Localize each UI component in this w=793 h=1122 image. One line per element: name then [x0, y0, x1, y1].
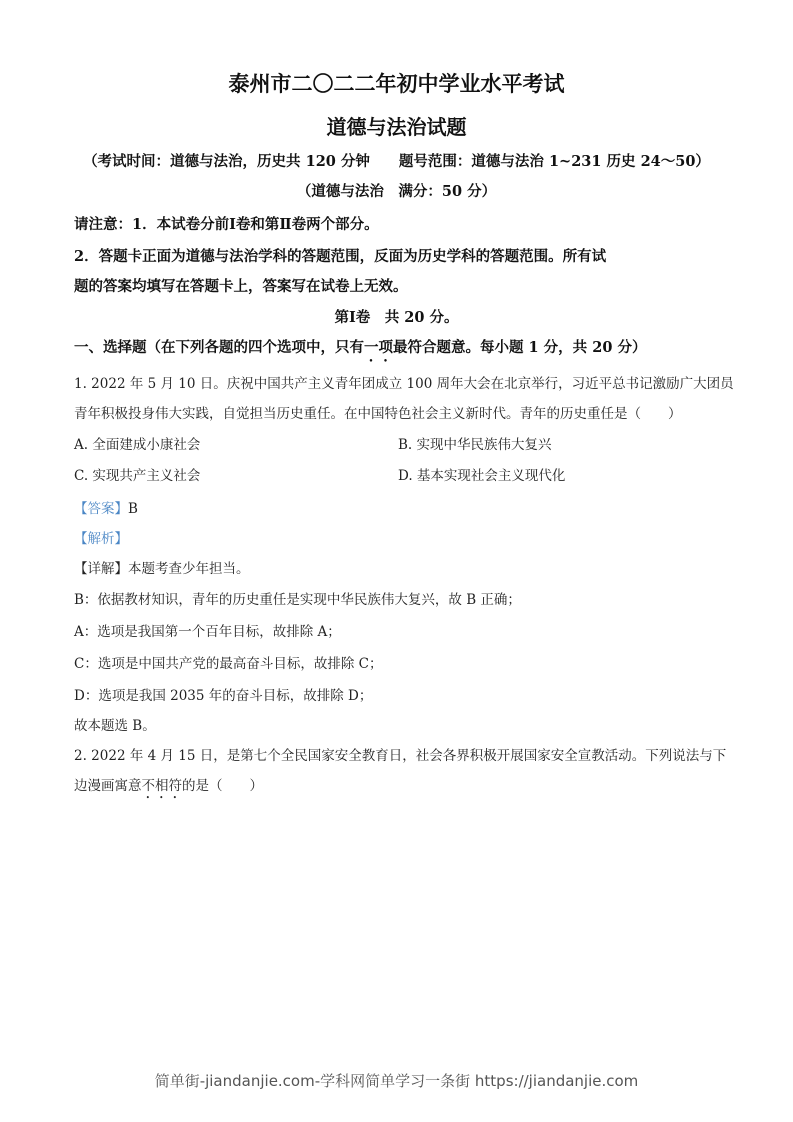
q2-stem-post: 的是（ ）	[182, 778, 263, 794]
q1-stem-line-1: 1. 2022 年 5 月 10 日。庆祝中国共产主义青年团成立 100 周年大会在北京举行，习近平总书记激励广大团员	[74, 376, 734, 392]
analysis-label: 【解析】	[74, 531, 128, 547]
q1-option-b: B. 实现中华民族伟大复兴	[398, 437, 552, 453]
exam-title: 泰州市二〇二二年初中学业水平考试	[228, 72, 565, 96]
notice-line-3: 题的答案均填写在答题卡上，答案写在试卷上无效。	[74, 278, 408, 295]
part-title-emphasis: 一项	[364, 339, 393, 356]
q2-stem-line-1: 2. 2022 年 4 月 15 日，是第七个全民国家安全教育日，社会各界积极开展国家安全宣教活动。下列说法与下	[74, 748, 727, 764]
answer-value: B	[128, 501, 138, 517]
q1-explanation-d: D：选项是我国 2035 年的奋斗目标，故排除 D；	[74, 688, 373, 704]
part-title	[74, 336, 646, 365]
footer-watermark: 简单街-jiandanjie.com-学科网简单学习一条街 https://jiandanjie.com	[154, 1072, 639, 1090]
answer-label: 【答案】	[74, 501, 128, 517]
notice-line-2: 2．答题卡正面为道德与法治学科的答题范围，反面为历史学科的答题范围。所有试	[74, 248, 607, 265]
detail-label: 【详解】	[74, 561, 128, 577]
notice-line-1: 请注意：1．本试卷分前Ⅰ卷和第Ⅱ卷两个部分。	[74, 216, 379, 233]
q1-explanation-c: C：选项是中国共产党的最高奋斗目标，故排除 C；	[74, 656, 383, 672]
q1-explanation-a: A：选项是我国第一个百年目标，故排除 A；	[74, 624, 341, 640]
q2-stem-line-2	[74, 774, 263, 802]
q1-stem-line-2: 青年积极投身伟大实践，自觉担当历史重任。在中国特色社会主义新时代。青年的历史重任是（ ）	[74, 406, 682, 422]
q1-option-a: A. 全面建成小康社会	[74, 437, 201, 453]
q2-stem-pre: 边漫画寓意	[74, 778, 142, 794]
part-title-post: 最符合题意。每小题 1 分，共 20 分）	[393, 339, 647, 356]
detail-text: 本题考查少年担当。	[128, 561, 250, 577]
exam-info: （考试时间：道德与法治，历史共 120 分钟 题号范围：道德与法治 1~231 历史 24～50）	[83, 153, 710, 170]
part-title-pre: 一、选择题（在下列各题的四个选项中，只有	[74, 339, 364, 356]
q1-conclusion: 故本题选 B。	[74, 718, 156, 734]
exam-subtitle: 道德与法治试题	[326, 115, 467, 139]
q1-answer	[74, 497, 138, 517]
q1-explanation-b: B：依据教材知识，青年的历史重任是实现中华民族伟大复兴，故 B 正确；	[74, 592, 521, 608]
q1-option-d: D. 基本实现社会主义现代化	[398, 468, 566, 484]
q2-stem-emphasis: 不相符	[141, 778, 182, 794]
volume-title: 第Ⅰ卷 共 20 分。	[334, 309, 459, 326]
score-info: （道德与法治 满分：50 分）	[296, 183, 497, 200]
q1-option-c: C. 实现共产主义社会	[74, 468, 201, 484]
q1-detail	[74, 557, 250, 577]
